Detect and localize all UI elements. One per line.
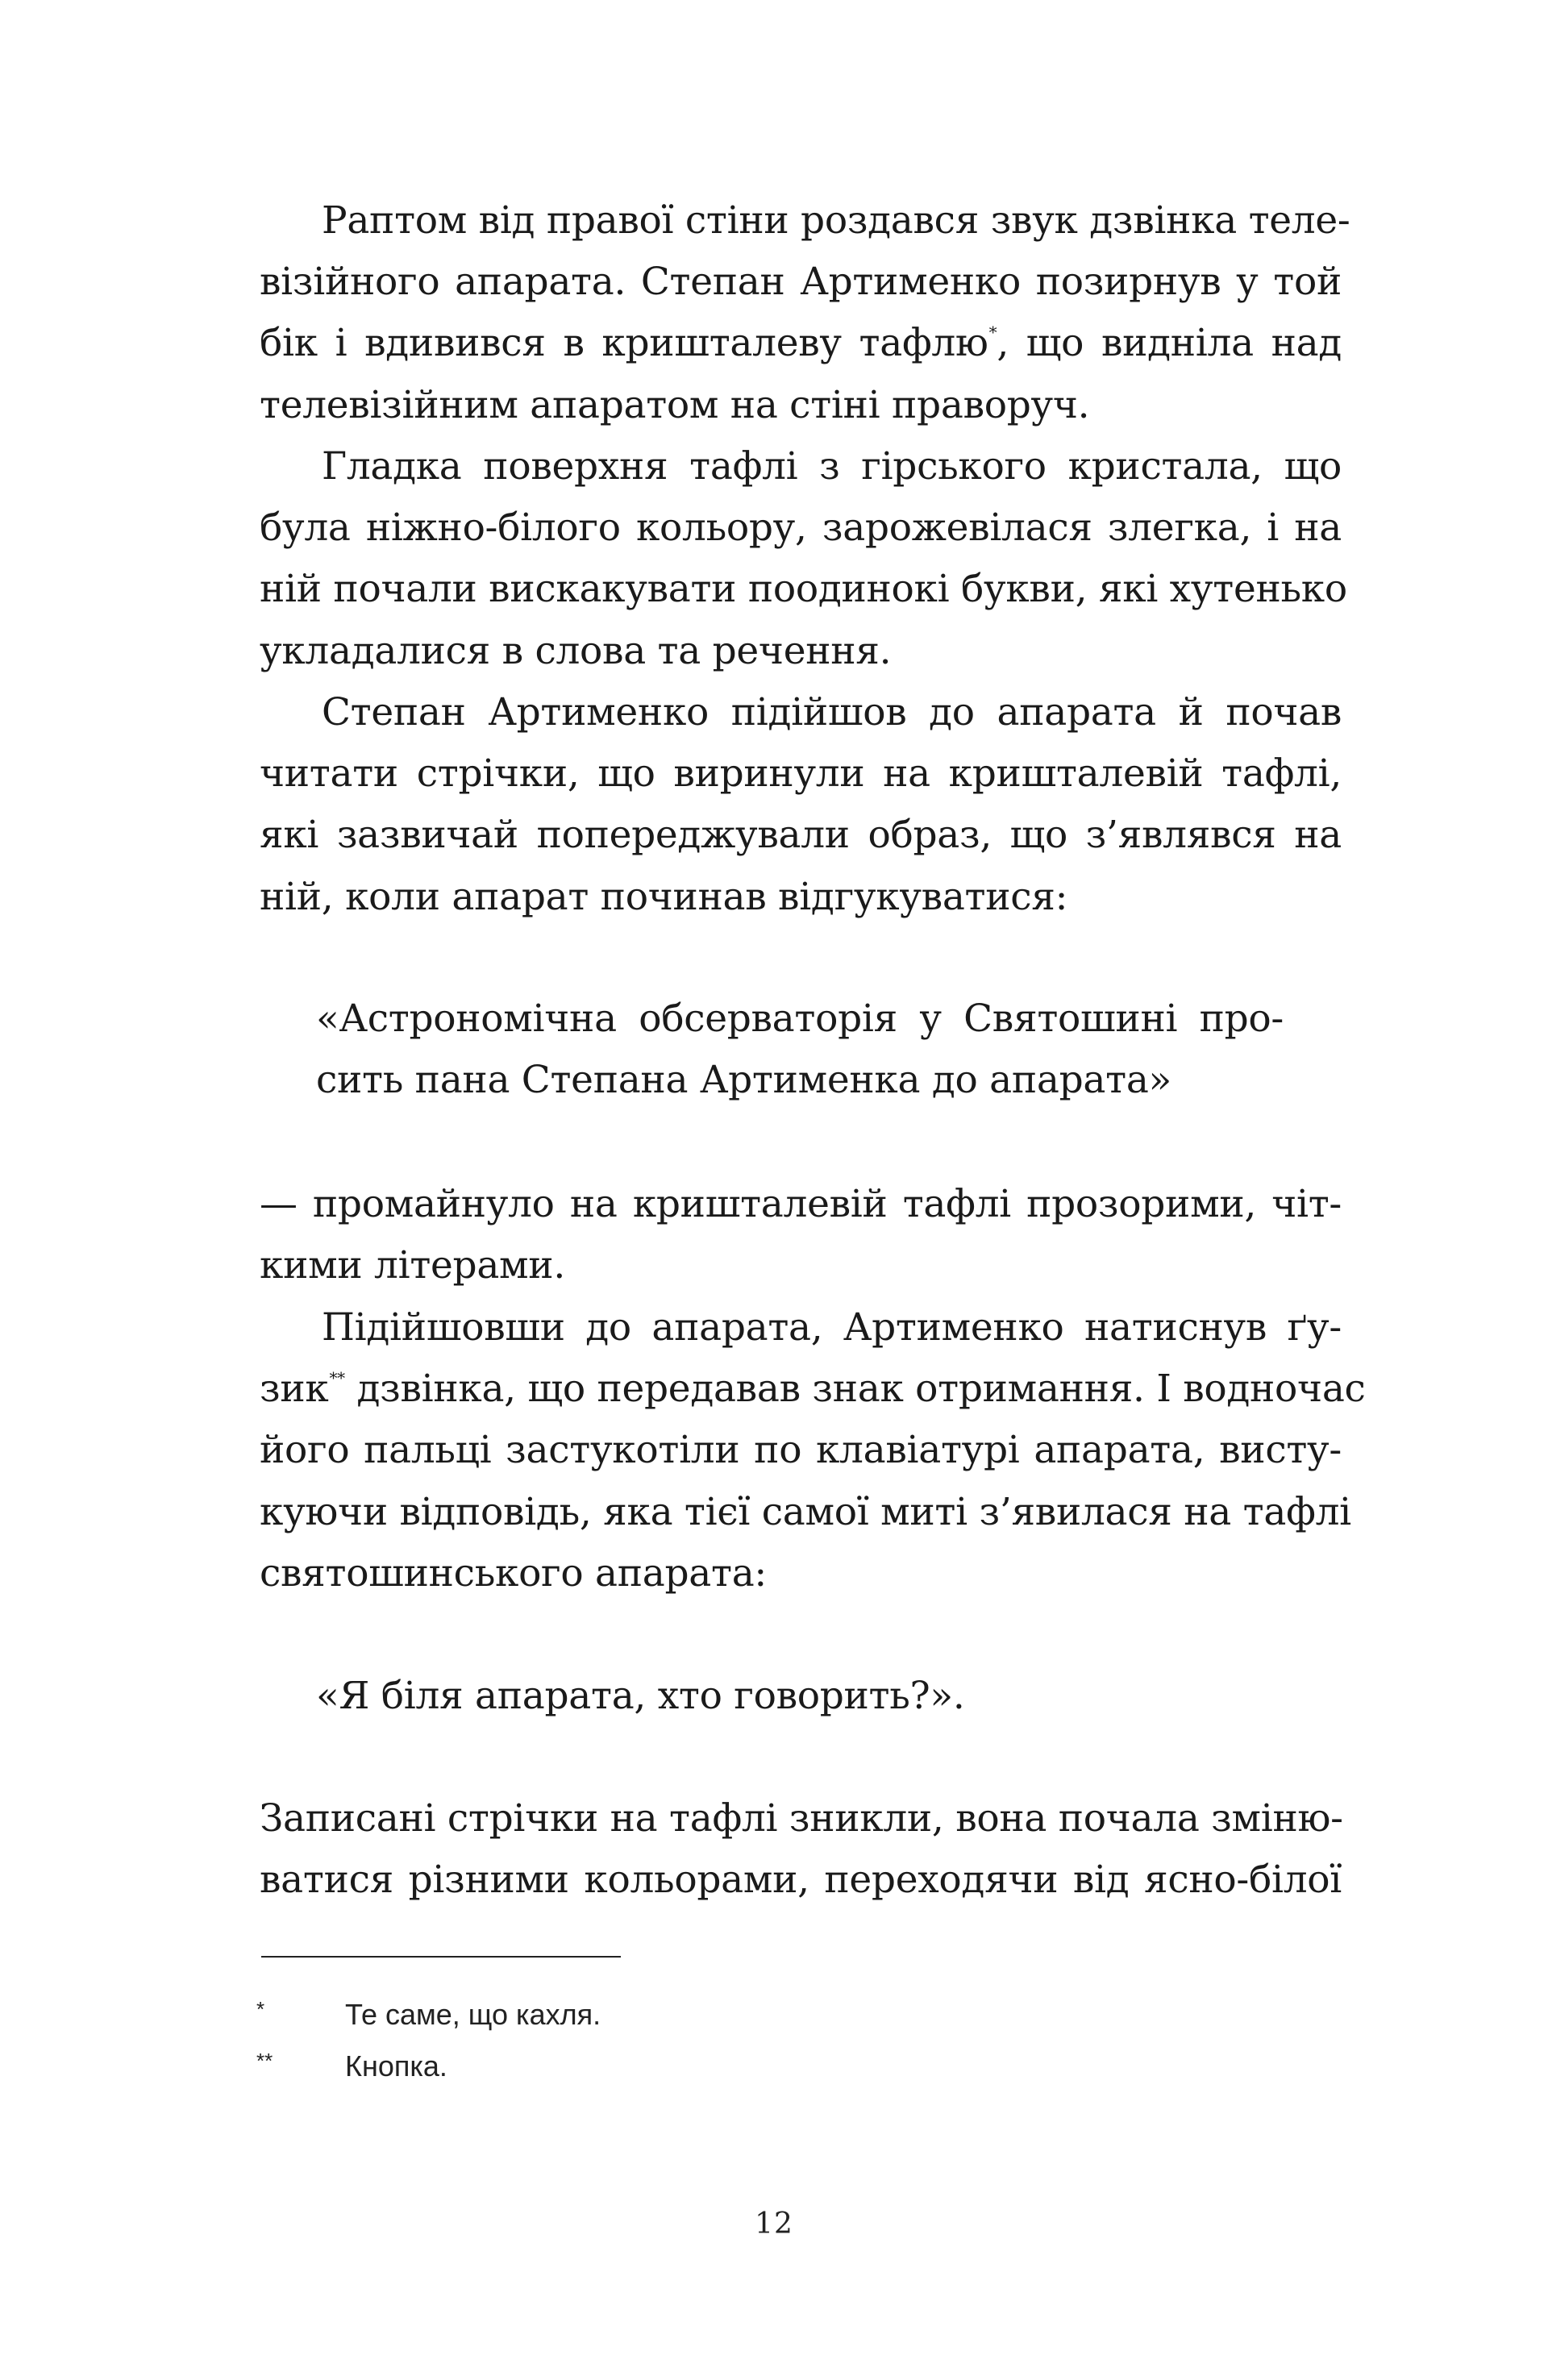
quote-2 — [316, 1666, 1284, 1727]
footnote-mark: ** — [256, 2049, 273, 2073]
text-fragment: бік і вдивився в кришталеву тафлю — [260, 321, 988, 366]
footnote-mark: * — [256, 1997, 265, 2021]
text-line: ній, коли апарат починав відгукуватися: — [260, 874, 1068, 919]
footnote-text: Кнопка. — [345, 2049, 447, 2082]
text-line: візійного апарата. Степан Артименко позирнув у той — [260, 260, 1342, 305]
text-line: кими літерами. — [260, 1243, 565, 1288]
footnote-marker-1: * — [988, 322, 997, 343]
text-line — [260, 313, 1342, 374]
footnote-text: Те саме, що кахля. — [345, 1998, 601, 2031]
quote-1 — [316, 988, 1284, 1111]
text-line: Гладка поверхня тафлі з гірського кристала, що — [322, 444, 1342, 489]
footnote-1 — [256, 1991, 601, 2033]
footnote-separator — [261, 1956, 621, 1958]
footnote-2 — [256, 2043, 447, 2084]
paragraph-3 — [260, 682, 1342, 928]
text-line: ватися різними кольорами, переходячи від ясно-білої — [260, 1858, 1342, 1903]
text-line: ній почали вискакувати поодинокі букви, які хутенько — [260, 567, 1347, 612]
footnote-marker-2: ** — [329, 1368, 345, 1388]
text-line — [260, 1359, 1366, 1420]
text-line: «Астрономічна обсерваторія у Святошині про- — [316, 997, 1284, 1041]
paragraph-4 — [260, 1174, 1342, 1296]
text-fragment: дзвінка, що передавав знак отримання. І водночас — [344, 1367, 1366, 1412]
text-line: укладалися в слова та речення. — [260, 628, 892, 673]
text-line: «Я біля апарата, хто говорить?». — [316, 1674, 965, 1718]
text-line: які зазвичай попереджували образ, що з’являвся на — [260, 813, 1342, 858]
text-line: телевізійним апаратом на стіні праворуч. — [260, 382, 1090, 427]
paragraph-6 — [260, 1788, 1342, 1911]
text-line: його пальці застукотіли по клавіатурі апарата, висту- — [260, 1428, 1342, 1473]
text-line: куючи відповідь, яка тієї самої миті з’явилася на тафлі — [260, 1489, 1351, 1534]
paragraph-5 — [260, 1297, 1366, 1604]
paragraph-2 — [260, 436, 1347, 682]
text-line: сить пана Степана Артименка до апарата» — [316, 1058, 1171, 1103]
text-line: Записані стрічки на тафлі зникли, вона почала зміню- — [260, 1796, 1343, 1841]
text-line: читати стрічки, що виринули на кришталевій тафлі, — [260, 751, 1342, 797]
text-line: Степан Артименко підійшов до апарата й почав — [322, 690, 1342, 734]
text-line: Підійшовши до апарата, Артименко натиснув ґу- — [322, 1305, 1342, 1350]
text-line: була ніжно-білого кольору, зарожевілася злегка, і на — [260, 506, 1342, 551]
text-fragment: зик — [260, 1367, 329, 1412]
text-fragment: , що виднiла над — [997, 321, 1342, 366]
paragraph-1 — [260, 190, 1350, 436]
text-line: Раптом від правої стіни роздався звук дзвінка теле- — [322, 198, 1350, 243]
text-line: святошинського апарата: — [260, 1550, 767, 1596]
text-line: — промайнуло на кришталевій тафлі прозорими, чіт- — [260, 1182, 1342, 1226]
page-number: 12 — [755, 2207, 793, 2241]
